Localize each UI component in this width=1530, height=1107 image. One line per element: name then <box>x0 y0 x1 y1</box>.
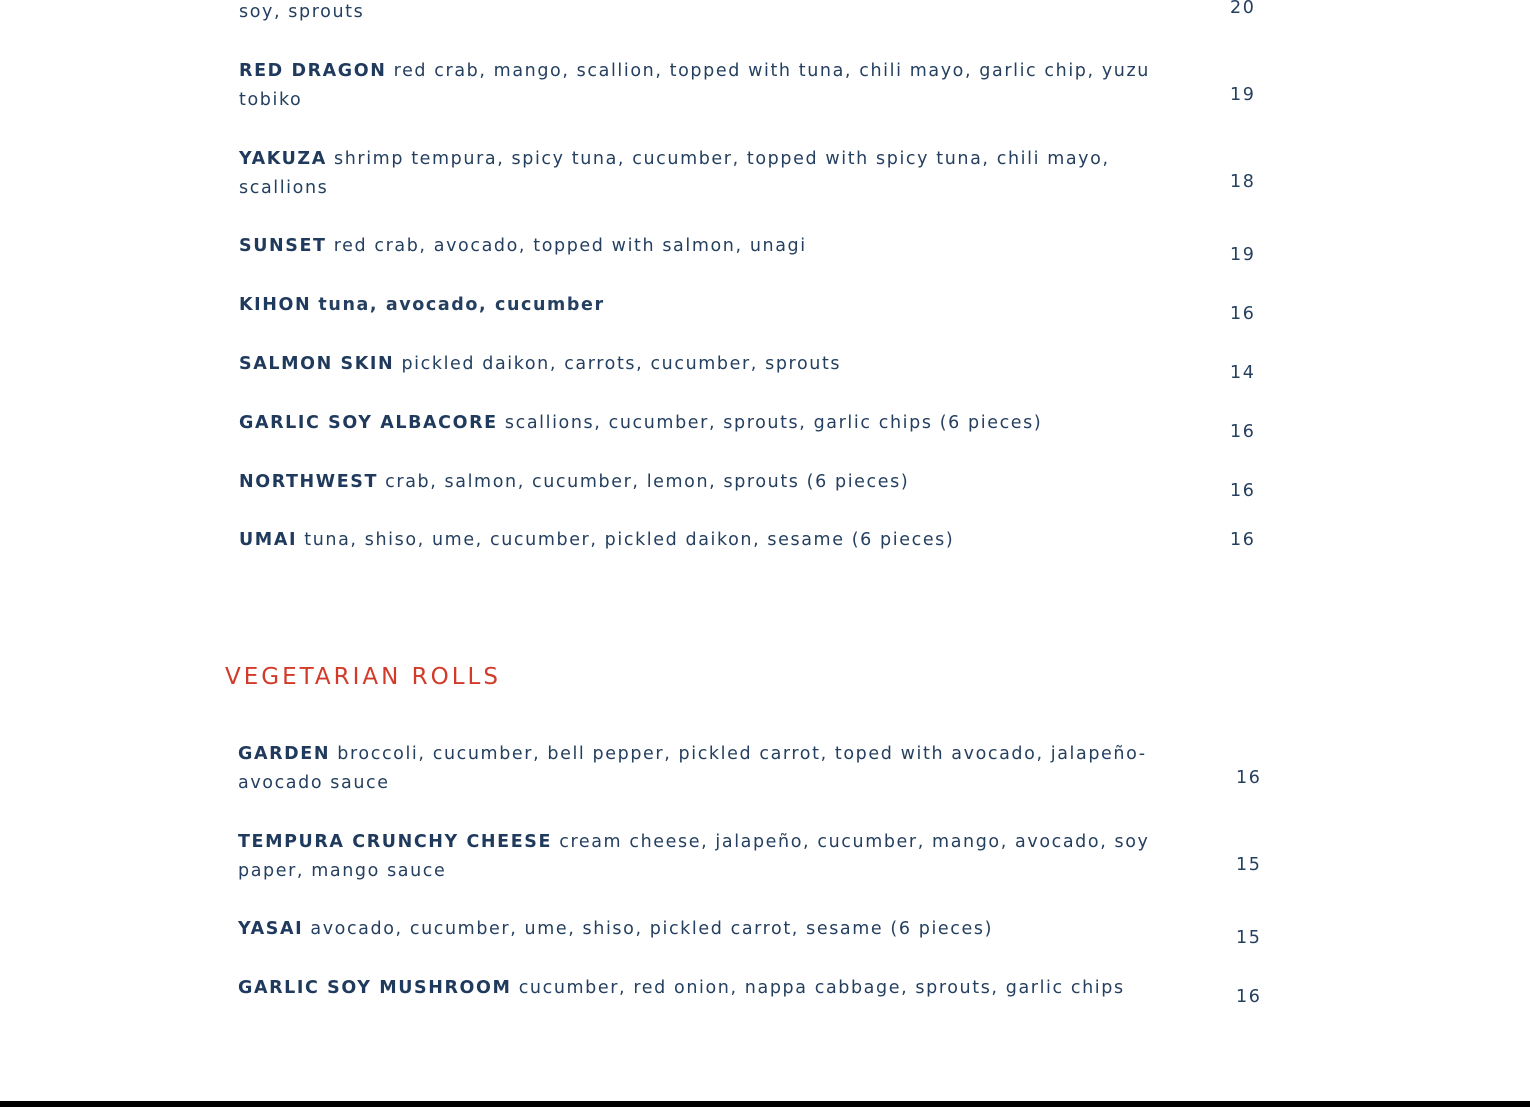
menu-item <box>239 291 1174 320</box>
item-description: shrimp tempura, spicy tuna, cucumber, topped with spicy tuna, chili mayo, scallions <box>239 149 1110 198</box>
item-name: KIHON <box>239 295 312 315</box>
item-price: 16 <box>1230 422 1256 442</box>
menu-item <box>239 526 1174 555</box>
item-description: tuna, shiso, ume, cucumber, pickled daikon, sesame (6 pieces) <box>304 530 955 550</box>
menu-item <box>238 915 1173 944</box>
item-description: avocado, cucumber, ume, shiso, pickled carrot, sesame (6 pieces) <box>310 919 994 939</box>
item-name: YAKUZA <box>239 149 327 169</box>
menu-item <box>239 468 1174 497</box>
menu-item <box>238 828 1173 886</box>
item-description: crab, salmon, cucumber, lemon, sprouts (6 pieces) <box>385 472 910 492</box>
item-price: 16 <box>1230 530 1256 550</box>
item-price: 16 <box>1236 987 1262 1007</box>
section-title-vegetarian-rolls: VEGETARIAN ROLLS <box>225 664 501 690</box>
menu-item <box>239 350 1174 379</box>
item-name: RED DRAGON <box>239 61 387 81</box>
item-description: soy, sprouts <box>239 2 365 22</box>
item-price: 14 <box>1230 363 1256 383</box>
item-description: pickled daikon, carrots, cucumber, sprouts <box>401 354 842 374</box>
item-name: SALMON SKIN <box>239 354 395 374</box>
item-name: GARLIC SOY ALBACORE <box>239 413 498 433</box>
item-description: cucumber, red onion, nappa cabbage, sprouts, garlic chips <box>518 978 1125 998</box>
item-price: 19 <box>1230 85 1256 105</box>
item-price: 16 <box>1230 481 1256 501</box>
menu-item <box>238 740 1173 798</box>
menu-item <box>239 409 1174 438</box>
item-description: scallions, cucumber, sprouts, garlic chips (6 pieces) <box>504 413 1043 433</box>
item-name: UMAI <box>239 530 298 550</box>
menu-item <box>239 145 1174 203</box>
item-name: NORTHWEST <box>239 472 378 492</box>
item-price: 15 <box>1236 855 1262 875</box>
footer-bar <box>0 1101 1530 1107</box>
item-name: SUNSET <box>239 236 327 256</box>
item-price: 19 <box>1230 245 1256 265</box>
item-description: broccoli, cucumber, bell pepper, pickled carrot, toped with avocado, jalapeño-avocado sauce <box>238 744 1147 793</box>
item-price: 16 <box>1230 304 1256 324</box>
menu-item <box>239 232 1174 261</box>
item-name: GARLIC SOY MUSHROOM <box>238 978 512 998</box>
item-description: red crab, mango, scallion, topped with tuna, chili mayo, garlic chip, yuzu tobiko <box>239 61 1150 110</box>
menu-item <box>238 974 1173 1003</box>
item-name: TEMPURA CRUNCHY CHEESE <box>238 832 553 852</box>
menu-item <box>239 0 1174 27</box>
menu-item <box>239 57 1174 115</box>
item-name: GARDEN <box>238 744 331 764</box>
item-description: red crab, avocado, topped with salmon, unagi <box>333 236 807 256</box>
item-price: 16 <box>1236 768 1262 788</box>
item-price: 20 <box>1230 0 1256 18</box>
item-description: cream cheese, jalapeño, cucumber, mango, avocado, soy paper, mango sauce <box>238 832 1150 881</box>
item-name: YASAI <box>238 919 304 939</box>
item-price: 18 <box>1230 172 1256 192</box>
item-description: tuna, avocado, cucumber <box>318 295 605 315</box>
item-price: 15 <box>1236 928 1262 948</box>
